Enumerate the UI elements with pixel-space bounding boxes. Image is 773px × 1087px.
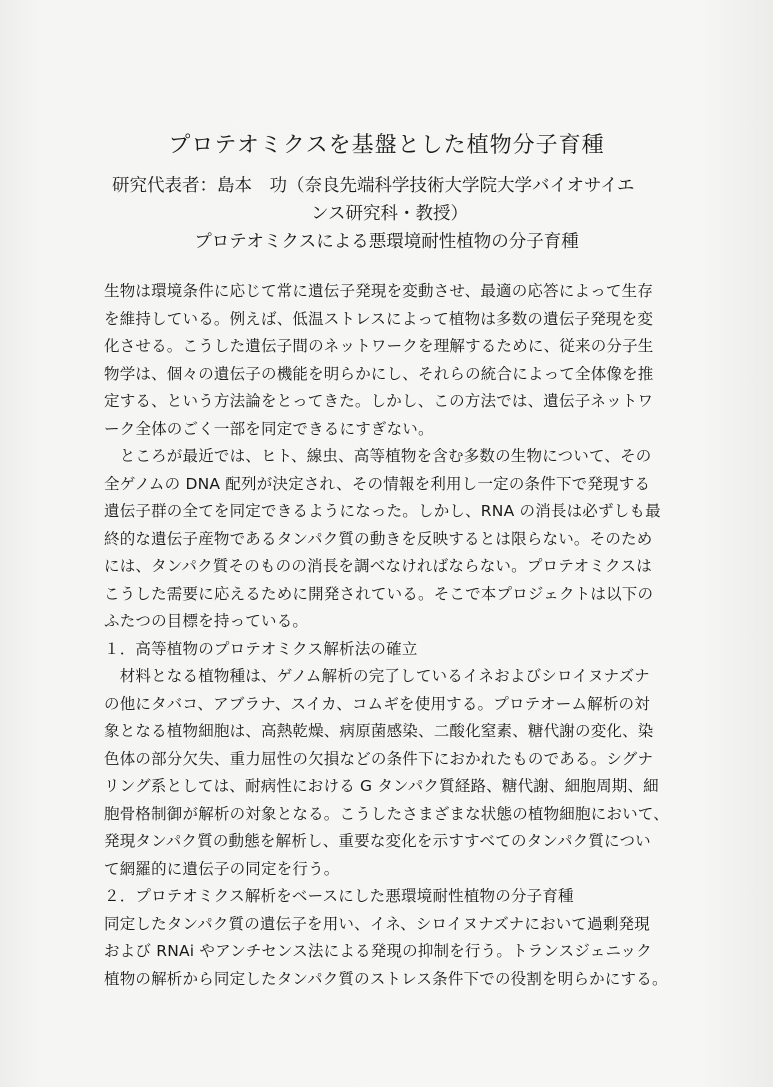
body-line: ところが最近では、ヒト、線虫、高等植物を含む多数の生物について、その (104, 447, 652, 465)
body-line: 植物の解析から同定したタンパク質のストレス条件下での役割を明らかにする。 (104, 969, 668, 988)
body-line: 定する、という方法論をとってきた。しかし、この方法では、遺伝子ネットワ (104, 392, 654, 410)
body-line: こうした需要に応えるために開発されている。そこで本プロジェクトは以下の (104, 584, 654, 603)
body-line: 胞骨格制御が解析の対象となる。こうしたさまざまな状態の植物細胞において、 (104, 804, 669, 823)
section-heading-1: １．高等植物のプロテオミクス解析法の確立 (104, 639, 418, 658)
representative-affiliation-1: （奈良先端科学技術大学院大学バイオサイエ (287, 176, 635, 196)
representative-name: 島本 功 (217, 176, 287, 196)
body-line: 材料となる植物種は、ゲノム解析の完了しているイネおよびシロイヌナズナ (104, 667, 650, 685)
body-line: リング系としては、耐病性における G タンパク質経路、糖代謝、細胞周期、細 (104, 777, 659, 795)
body-line: 遺伝子群の全てを同定できるようになった。しかし、RNA の消長は必ずしも最 (104, 502, 661, 520)
body-line: て網羅的に遺伝子の同定を行う。 (104, 859, 340, 878)
body-line: および RNAi やアンチセンス法による発現の抑制を行う。トランスジェニック (104, 942, 652, 960)
body-line: 物学は、個々の遺伝子の機能を明らかにし、それらの統合によって全体像を推 (104, 364, 654, 383)
body-line: 終的な遺伝子産物であるタンパク質の動きを反映するとは限らない。そのため (104, 529, 653, 548)
body-line: には、タンパク質そのものの消長を調べなければならない。プロテオミクスは (104, 557, 652, 575)
body-line: 象となる植物細胞は、高熱乾燥、病原菌感染、二酸化窒素、糖代謝の変化、染 (104, 722, 654, 740)
body-line: 色体の部分欠失、重力屈性の欠損などの条件下におかれたものである。シグナ (104, 749, 654, 768)
body-line: ふたつの目標を持っている。 (104, 612, 309, 630)
body-line: 同定したタンパク質の遺伝子を用い、イネ、シロイヌナズナにおいて過剰発現 (104, 914, 650, 933)
document-title: プロテオミクスを基盤とした植物分子育種 (168, 133, 605, 158)
body-line: の他にタバコ、アブラナ、スイカ、コムギを使用する。プロテオーム解析の対 (104, 694, 650, 713)
body-line: ーク全体のごく一部を同定できるにすぎない。 (104, 419, 434, 438)
representative-line (112, 172, 635, 197)
body-line: 化させる。こうした遺伝子間のネットワークを理解するために、従来の分子生 (104, 337, 654, 355)
body-line: 生物は環境条件に応じて常に遺伝子発現を変動させ、最適の応答によって生存 (104, 282, 654, 300)
representative-affiliation-2: ンス研究科・教授） (311, 204, 468, 224)
representative-label: 研究代表者： (112, 176, 217, 196)
body-line: 発現タンパク質の動態を解析し、重要な変化を示すすべてのタンパク質につい (104, 832, 651, 850)
body-line: 全ゲノムの DNA 配列が決定され、その情報を利用し一定の条件下で発現する (104, 474, 651, 493)
section-heading-2: ２．プロテオミクス解析をベースにした悪環境耐性植物の分子育種 (104, 887, 574, 905)
body-line: を維持している。例えば、低温ストレスによって植物は多数の遺伝子発現を変 (104, 309, 654, 328)
body-text (104, 278, 684, 993)
project-subtitle: プロテオミクスによる悪環境耐性植物の分子育種 (194, 232, 579, 252)
